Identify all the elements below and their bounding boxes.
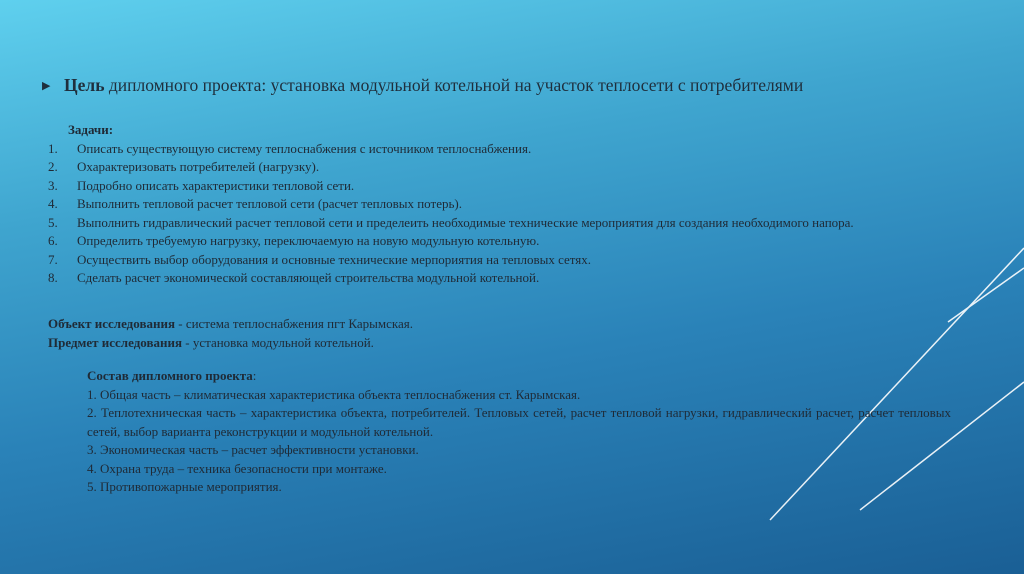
task-item xyxy=(48,195,951,214)
task-item xyxy=(48,232,951,251)
composition-header xyxy=(48,367,951,386)
task-number: 6. xyxy=(48,233,58,248)
composition-header-label: Состав дипломного проекта xyxy=(87,368,253,383)
research-object-label: Объект исследования xyxy=(48,316,175,331)
research-object xyxy=(48,315,951,334)
task-text: Подробно описать характеристики тепловой сети. xyxy=(77,177,355,193)
research-subject-label: Предмет исследования xyxy=(48,334,182,350)
research-subject-text: - установка модульной котельной. xyxy=(182,334,374,350)
task-text: Охарактеризовать потребителей (нагрузку). xyxy=(77,159,320,174)
task-item xyxy=(48,177,951,196)
task-text: Выполнить тепловой расчет тепловой сети (расчет тепловых потерь). xyxy=(77,196,462,211)
composition-item: 5. Противопожарные мероприятия. xyxy=(87,479,282,494)
task-text: Осуществить выбор оборудования и основные технические мерпориятия на тепловых сетях. xyxy=(77,251,592,267)
goal-line xyxy=(42,74,942,97)
task-text: Описать существующую систему теплоснабжения с источником теплоснабжения. xyxy=(77,140,532,156)
research-section xyxy=(48,315,951,352)
task-number: 2. xyxy=(48,159,58,174)
composition-item: 3. Экономическая часть – расчет эффективности установки. xyxy=(87,442,419,457)
task-text: Выполнить гидравлический расчет тепловой сети и пределеить необходимые технические мероприятия для создания необходимого напора. xyxy=(77,214,854,230)
task-item xyxy=(48,251,951,270)
task-item xyxy=(48,140,951,159)
task-item xyxy=(48,269,951,288)
task-item xyxy=(48,158,951,177)
task-text: Определить требуемую нагрузку, переключаемую на новую модульную котельную. xyxy=(77,233,540,248)
task-number: 3. xyxy=(48,177,58,193)
goal-text: дипломного проекта: установка модульной котельной на участок теплосети с потребителями xyxy=(104,75,804,95)
task-number: 5. xyxy=(48,214,58,230)
composition-header-colon: : xyxy=(252,368,257,383)
composition-section xyxy=(48,367,951,497)
composition-item: 2. Теплотехническая часть – характеристика объекта, потребителей. Тепловых сетей, расчет тепловой нагрузки, гидравлический расчет, расчет тепловых сетей, выбор варианта реконструкции и модульной котельной. xyxy=(87,405,951,439)
task-number: 7. xyxy=(48,251,58,267)
task-number: 4. xyxy=(48,196,58,211)
task-number: 8. xyxy=(48,270,58,285)
tasks-header: Задачи: xyxy=(68,122,114,137)
research-object-text: - система теплоснабжения пгт Карымская. xyxy=(174,316,413,331)
composition-item: 4. Охрана труда – техника безопасности при монтаже. xyxy=(87,460,387,476)
task-item xyxy=(48,214,951,233)
triangle-bullet-icon: ▶ xyxy=(42,80,51,92)
goal-label: Цель xyxy=(64,75,105,95)
task-text: Сделать расчет экономической составляющей строительства модульной котельной. xyxy=(77,270,540,285)
tasks-section xyxy=(48,121,951,288)
task-number: 1. xyxy=(48,140,58,156)
research-subject xyxy=(48,334,951,353)
composition-item: 1. Общая часть – климатическая характеристика объекта теплоснабжения ст. Карымская. xyxy=(87,386,581,402)
